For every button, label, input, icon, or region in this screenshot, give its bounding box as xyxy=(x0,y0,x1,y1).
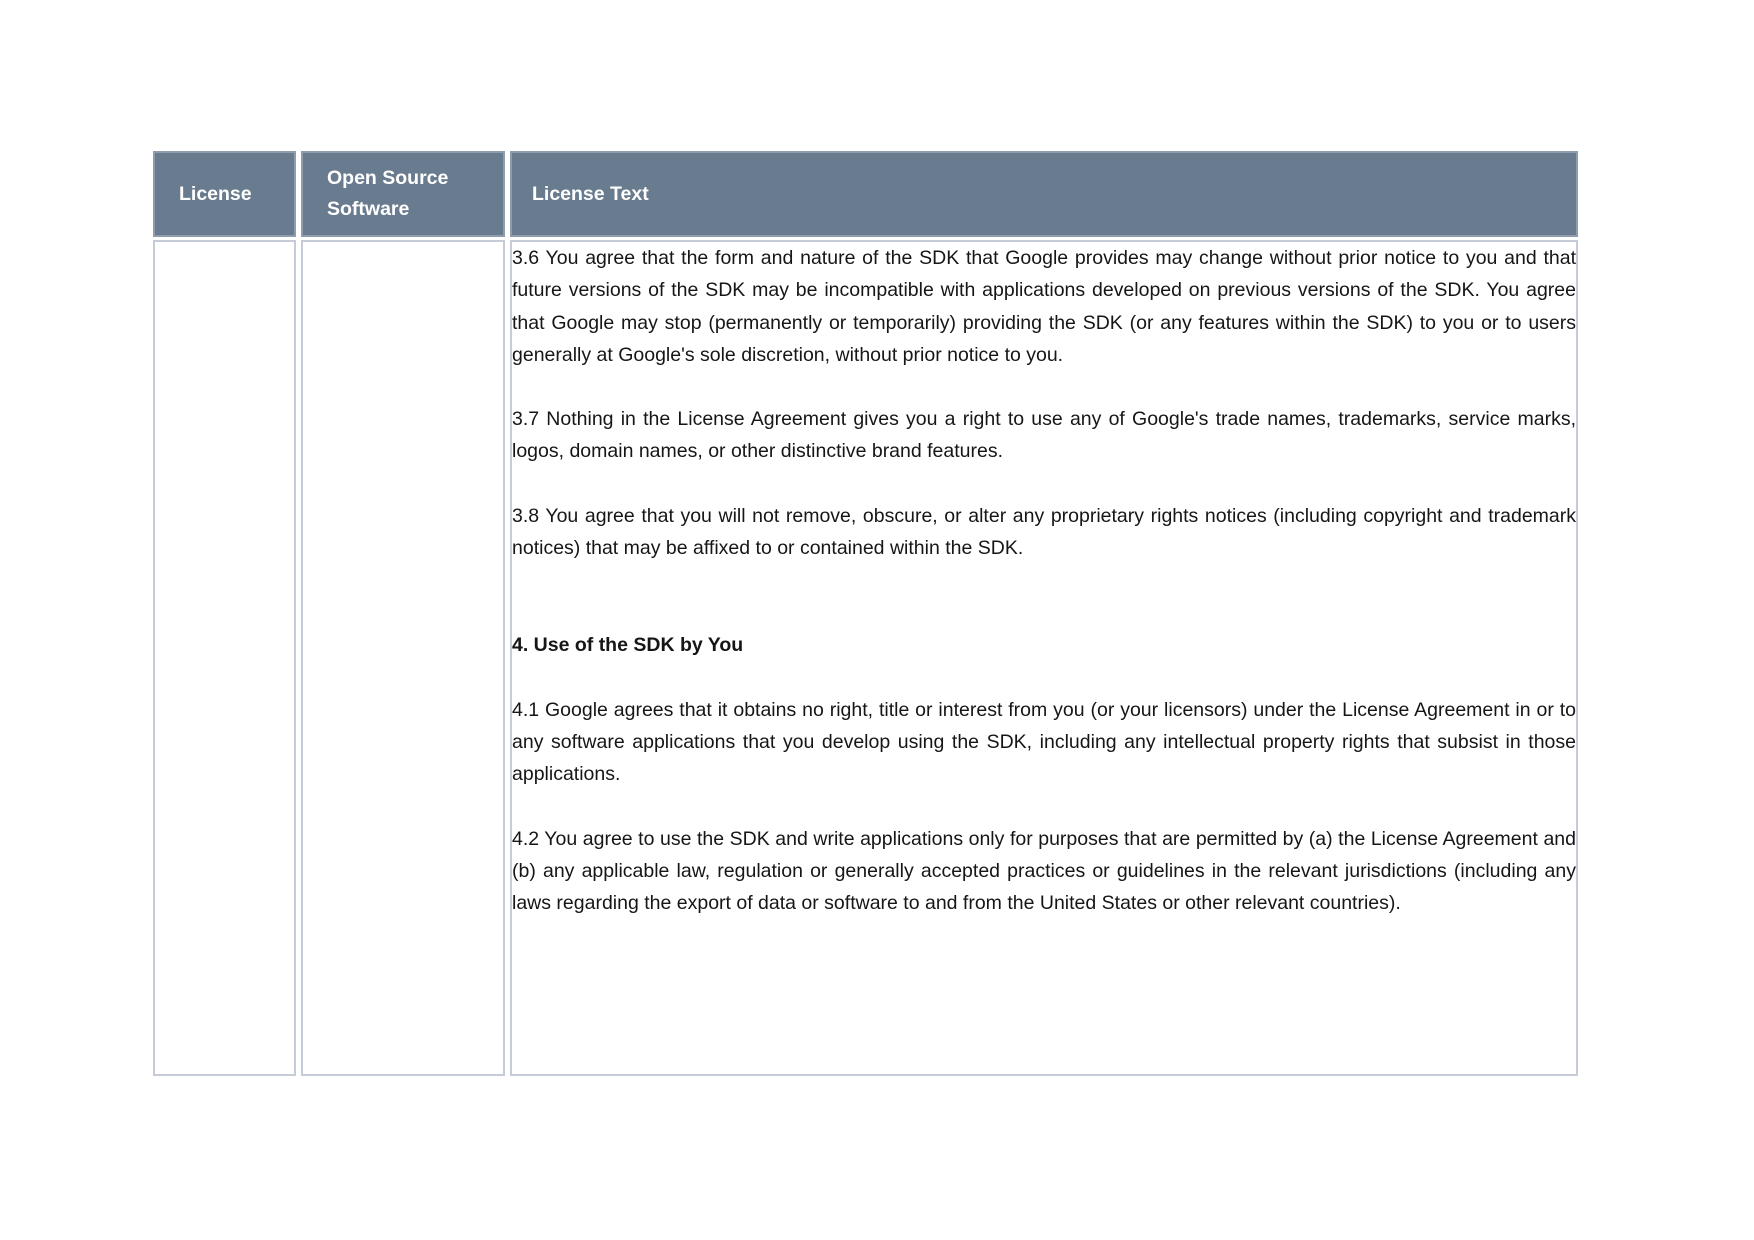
license-paragraph: 4.1 Google agrees that it obtains no right, title or interest from you (or your licensors) under the License Agreement in or to any software applications that you develop using the SDK, including any intellectual property rights that subsist in those applications. xyxy=(512,698,1576,786)
license-table xyxy=(148,148,1583,1079)
license-section-heading: 4. Use of the SDK by You xyxy=(512,634,744,657)
cell-open-source-software xyxy=(301,240,505,1076)
license-paragraph: 3.8 You agree that you will not remove, obscure, or alter any proprietary rights notices (including copyright and trademark notices) that may be affixed to or contained within the SDK. xyxy=(512,504,1576,560)
header-row xyxy=(153,151,1578,237)
table-row xyxy=(153,240,1578,1076)
cell-license xyxy=(153,240,296,1076)
license-paragraph: 3.7 Nothing in the License Agreement gives you a right to use any of Google's trade names, trademarks, service marks, logos, domain names, or other distinctive brand features. xyxy=(512,408,1576,463)
column-header-license: License xyxy=(153,151,296,237)
column-header-license-text: License Text xyxy=(510,151,1578,237)
cell-license-text xyxy=(510,240,1578,1076)
license-paragraph: 4.2 You agree to use the SDK and write applications only for purposes that are permitted by (a) the License Agreement and (b) any applicable law, regulation or generally accepted practices or guidelines in the relevant jurisdictions (including any laws regarding the export of data or software to and from the United States or other relevant countries). xyxy=(512,827,1576,915)
license-paragraph: 3.6 You agree that the form and nature of the SDK that Google provides may change without prior notice to you and that future versions of the SDK may be incompatible with applications developed on previous versions of the SDK. You agree that Google may stop (permanently or temporarily) providing the SDK (or any features within the SDK) to you or to users generally at Google's sole discretion, without prior notice to you. xyxy=(512,247,1576,366)
column-header-open-source-software: Open Source Software xyxy=(301,151,505,237)
